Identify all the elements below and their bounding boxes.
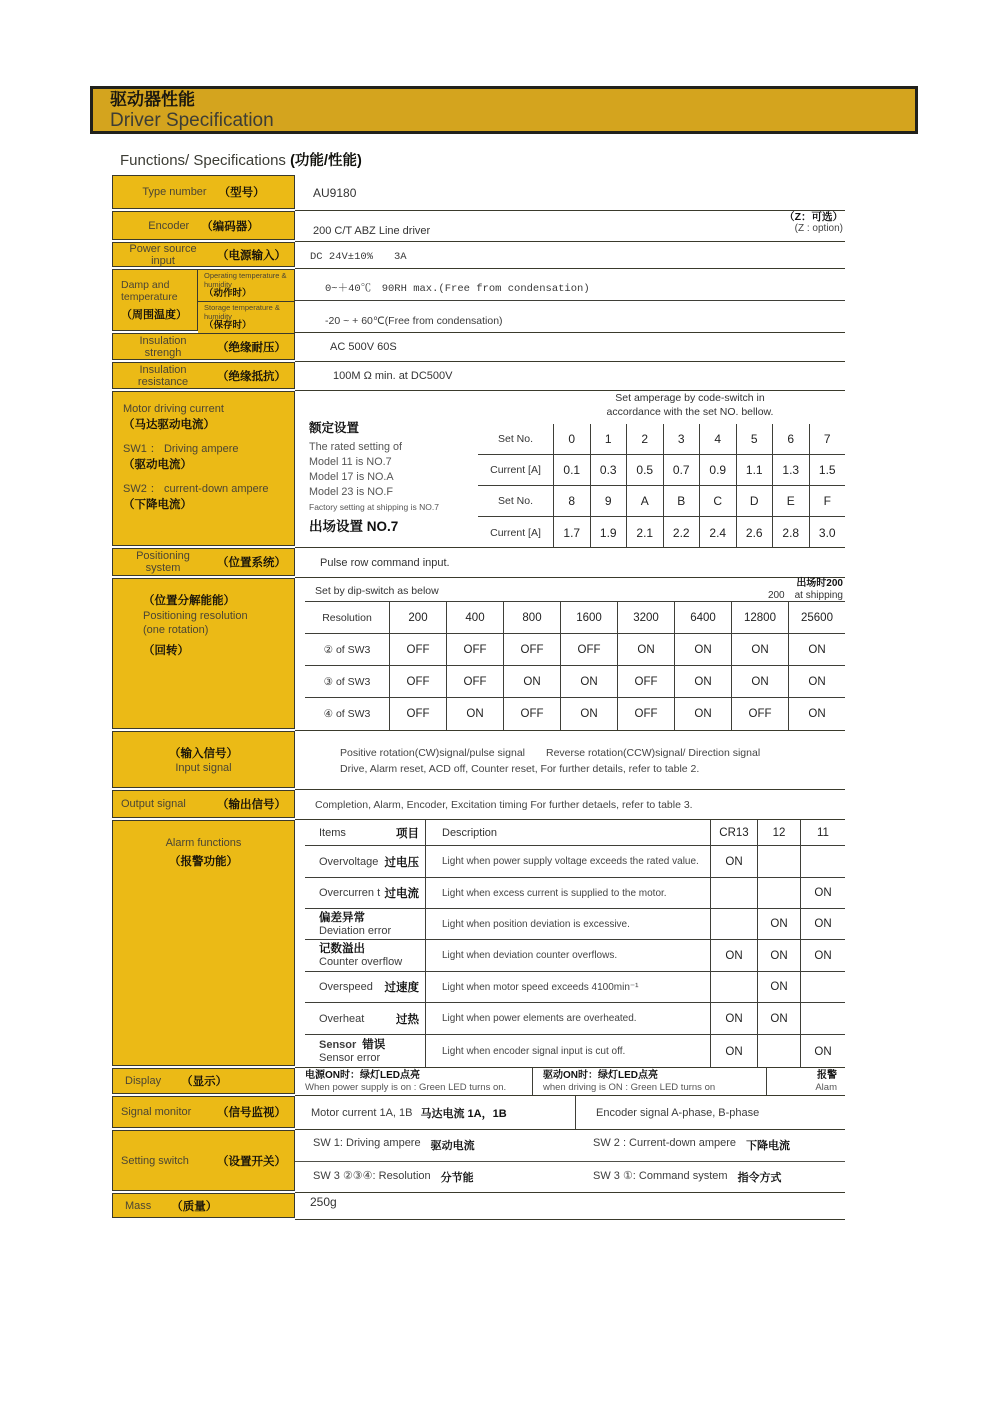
row-mass — [112, 1193, 845, 1220]
display-label: Display （显示） — [112, 1068, 295, 1094]
row-insulation-strength — [112, 333, 845, 362]
encoder-option: （Z：可选） (Z : option) — [784, 211, 843, 234]
display-driving-led: 驱动ON时：绿灯LED点亮 when driving is ON : Green LED turns on — [532, 1068, 766, 1095]
alarm-row-overspeed: Overspeed 过速度 Light when motor speed exceeds 4100min⁻¹ ON — [305, 972, 845, 1003]
damp-storage-value: -20 ~ + 60℃(Free from condensation) — [325, 315, 503, 327]
insulation-strength-label: Insulation strengh （绝缘耐压） — [112, 333, 295, 360]
banner-title-zh: 驱动器性能 — [110, 90, 195, 109]
input-signal-value: Positive rotation(CW)signal/pulse signal Reverse rotation(CCW)signal/ Direction signal Drive, Alarm reset, ACD off, Counter reset, For further details, refer to table 2. — [295, 731, 845, 790]
alarm-row-counter-overflow: 记数溢出 Counter overflow Light when deviation counter overflows. ON ON ON — [305, 940, 845, 972]
row-type-number — [112, 175, 845, 211]
alarm-row-deviation-error: 偏差异常 Deviation error Light when position deviation is excessive. ON ON — [305, 909, 845, 940]
mass-label: Mass （质量） — [112, 1193, 295, 1218]
type-number-label: Type number （型号） — [112, 175, 295, 209]
setting-switch-value — [295, 1130, 845, 1193]
row-positioning-resolution — [112, 578, 845, 731]
input-signal-label: （输入信号） Input signal — [112, 731, 295, 788]
alarm-functions-label: Alarm functions （报警功能） — [112, 820, 295, 1066]
type-number-value: AU9180 — [295, 175, 845, 211]
encoder-label: Encoder （编码器） — [112, 211, 295, 240]
row-insulation-resistance — [112, 362, 845, 391]
damp-main-label: Damp and temperature （周围温度） — [112, 269, 198, 331]
motor-current-content — [295, 391, 845, 548]
row-output-signal — [112, 790, 845, 820]
insulation-resistance-label: Insulation resistance （绝缘抵抗） — [112, 362, 295, 389]
row-damp-temperature — [112, 269, 845, 333]
alarm-row-overvoltage: Overvoltage 过电压 Light when power supply voltage exceeds the rated value. ON — [305, 846, 845, 878]
setting-sw1-sw2: SW 1: Driving ampere 驱动电流 SW 2 : Current-down ampere 下降电流 — [295, 1130, 845, 1162]
insulation-strength-value: AC 500V 60S — [295, 333, 845, 362]
display-alarm-led: 报警 Alam — [766, 1068, 845, 1095]
damp-operating-label: Operating temperature & humidity （动作时） — [198, 269, 295, 302]
output-signal-value: Completion, Alarm, Encoder, Excitation timing For further detaels, refer to table 3. — [295, 790, 845, 820]
damp-label — [112, 269, 295, 331]
resolution-header-row: Resolution 200 400 800 1600 3200 6400 12800 25600 — [305, 602, 845, 634]
output-signal-label: Output signal （输出信号） — [112, 790, 295, 818]
spec-table — [112, 175, 845, 1220]
heading-zh: (功能/性能) — [290, 153, 362, 169]
alarm-row-sensor-error: Sensor 错误 Sensor error Light when encoder signal input is cut off. ON ON — [305, 1035, 845, 1068]
damp-values — [295, 269, 845, 333]
amperage-row-current-2: Current [A] 1.7 1.9 2.1 2.2 2.4 2.6 2.8 3.0 — [478, 517, 845, 548]
signal-motor-current: Motor current 1A, 1B 马达电流 1A，1B — [311, 1106, 507, 1120]
damp-sublabels — [198, 269, 295, 331]
amperage-row-current-1: Current [A] 0.1 0.3 0.5 0.7 0.9 1.1 1.3 1.5 — [478, 455, 845, 486]
signal-monitor-label: Signal monitor （信号监视） — [112, 1096, 295, 1128]
resolution-shipping-note: 出场时200 200 at shipping — [767, 578, 843, 601]
alarm-header-row: Items 项目 Description CR13 12 11 — [305, 820, 845, 846]
row-signal-monitor — [112, 1096, 845, 1130]
amperage-note: Set amperage by code-switch in accordance with the set NO. bellow. — [606, 392, 774, 418]
alarm-row-overheat: Overheat 过热 Light when power elements are overheated. ON ON — [305, 1003, 845, 1035]
power-source-value: DC 24V±10% 3A — [295, 242, 845, 269]
damp-storage-label: Storage temperature & humidity （保存时） — [198, 302, 295, 334]
rated-setting-block: 额定设置 The rated setting of Model 11 is NO.7 Model 17 is NO.A Model 23 is NO.F Factory setting at shipping is NO.7 出场设置 NO.7 — [309, 421, 439, 534]
row-setting-switch — [112, 1130, 845, 1193]
alarm-table — [295, 820, 845, 1068]
resolution-note-strip — [295, 578, 845, 601]
signal-monitor-value — [295, 1096, 845, 1130]
amperage-table — [478, 424, 845, 548]
signal-encoder: Encoder signal A-phase, B-phase — [575, 1096, 845, 1129]
sw3-3-row: ③ of SW3 OFF OFF ON ON OFF ON ON ON — [305, 666, 845, 698]
row-input-signal — [112, 731, 845, 790]
display-value — [295, 1068, 845, 1096]
amperage-row-setno-2: Set No. 8 9 A B C D E F — [478, 486, 845, 517]
encoder-value: 200 C/T ABZ Line driver — [313, 225, 431, 237]
amperage-row-setno-1: Set No. 0 1 2 3 4 5 6 7 — [478, 424, 845, 455]
row-motor-driving-current — [112, 391, 845, 548]
row-alarm-functions — [112, 820, 845, 1068]
sw3-2-row: ② of SW3 OFF OFF OFF OFF ON ON ON ON — [305, 634, 845, 666]
positioning-system-value: Pulse row command input. — [295, 548, 845, 578]
section-heading — [120, 149, 362, 170]
dip-switch-note: Set by dip-switch as below — [315, 585, 439, 597]
sw3-4-row: ④ of SW3 OFF ON OFF ON OFF ON OFF ON — [305, 698, 845, 730]
alarm-row-overcurrent: Overcurren t 过电流 Light when excess current is supplied to the motor. ON — [305, 878, 845, 909]
heading-en: Functions/ Specifications — [120, 152, 286, 169]
power-source-label: Power source input （电源输入） — [112, 242, 295, 267]
encoder-value-cell — [295, 211, 845, 242]
title-banner — [90, 86, 918, 134]
positioning-resolution-label: （位置分解能能） Positioning resolution (one rotation) （回转） — [112, 578, 295, 729]
motor-current-label: Motor driving current （马达驱动电流） SW1 ： Driving ampere （驱动电流） SW2 ： current-down ampere （下降电流） — [112, 391, 295, 546]
row-display — [112, 1068, 845, 1096]
damp-operating-value: 0~＋40℃ 90RH max.(Free from condensation) — [295, 269, 845, 301]
positioning-system-label: Positioning system （位置系统） — [112, 548, 295, 576]
row-encoder — [112, 211, 845, 242]
resolution-table — [305, 601, 845, 730]
mass-value: 250g — [295, 1193, 845, 1220]
banner-title-en: Driver Specification — [110, 110, 274, 131]
setting-sw3: SW 3 ②③④: Resolution 分节能 SW 3 ①: Command system 指令方式 — [313, 1169, 782, 1184]
row-positioning-system — [112, 548, 845, 578]
setting-switch-label: Setting switch （设置开关） — [112, 1130, 295, 1191]
display-power-led: 电源ON时：绿灯LED点亮 When power supply is on : Green LED turns on. — [305, 1070, 507, 1093]
resolution-content — [295, 578, 845, 731]
insulation-resistance-value: 100M Ω min. at DC500V — [295, 362, 845, 391]
row-power-source — [112, 242, 845, 269]
